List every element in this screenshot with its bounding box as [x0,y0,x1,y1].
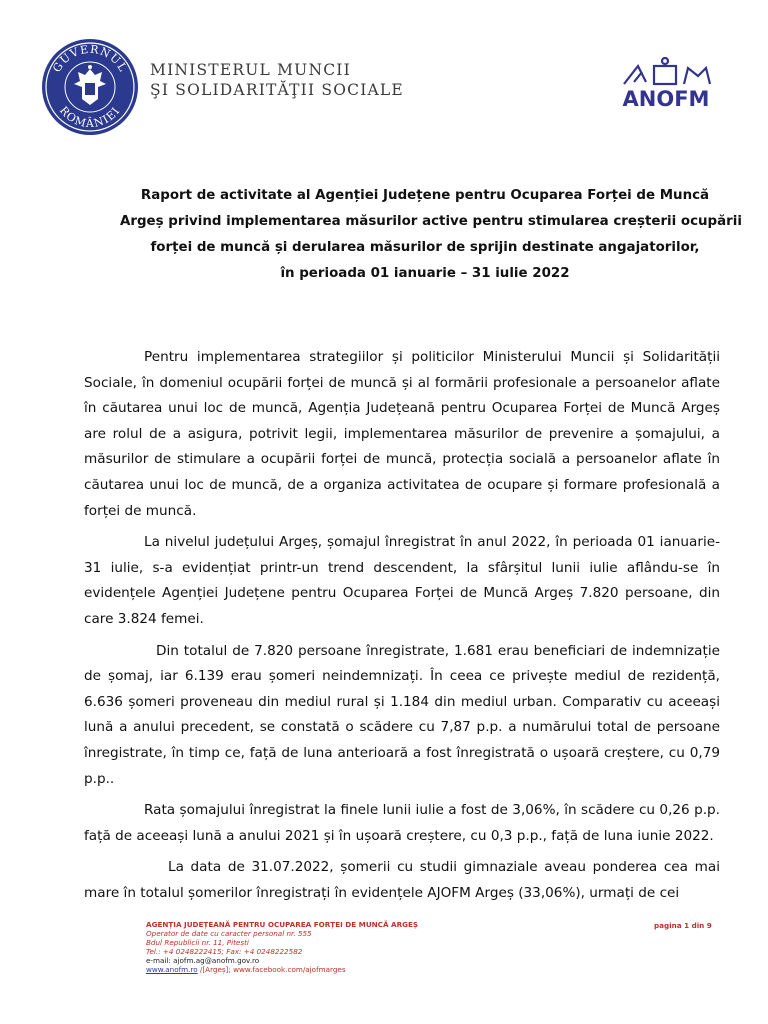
paragraph-5: La data de 31.07.2022, șomerii cu studii gimnaziale aveau ponderea cea mai mare în totalul șomerilor înregistrați în evidențele AJOFM Argeș (33,06%), urmați de cei [84,859,720,901]
title-line-1: Raport de activitate al Agenției Județene pentru Ocuparea Forței de Muncă [140,188,710,203]
svg-text:GUVERNUL: GUVERNUL [50,42,130,75]
ministry-line-2: ŞI SOLIDARITĂŢII SOCIALE [150,81,404,99]
title-line-2: Argeș privind implementarea măsurilor active pentru stimularea creșterii ocupării [120,214,742,229]
government-seal-icon [40,37,140,137]
paragraph-4: Rata șomajului înregistrat la finele lunii iulie a fost de 3,06%, în scădere cu 0,26 p.p. față de aceeași lună a anului 2021 și în ușoară creștere, cu 0,3 p.p., față de luna iunie 2022. [84,802,720,844]
footer-links-rest: /[Argeș]; www.facebook.com/ajofmarges [197,965,346,975]
ministry-line-1: MINISTERUL MUNCII [150,61,351,79]
footer-org: AGENȚIA JUDEȚEANĂ PENTRU OCUPAREA FORȚEI DE MUNCĂ ARGEȘ [146,920,419,929]
report-title [120,183,742,287]
footer-phone: Tel.: +4 0248222415; Fax: +4 0248222582 [146,947,303,957]
anofm-logo-icon [602,52,730,110]
footer-address: Bdul Republicii nr. 11, Pitești [146,938,249,948]
footer-email-line [146,956,746,965]
footer-email-label: e-mail: [146,956,174,966]
report-body [84,345,720,912]
footer-links [146,965,746,974]
svg-text:ANOFM: ANOFM [622,87,710,110]
paragraph-1: Pentru implementarea strategiilor și politicilor Ministerului Muncii și Solidarității Sociale, în domeniul ocupării forței de muncă și al formării profesionale a persoanelor aflate în căutarea unui loc de muncă, Agenția Județeană pentru Ocuparea Forței de Muncă Argeș are rolul de a asigura, potrivit legii, implementarea măsurilor de prevenire a șomajului, a măsurilor de stimulare a ocupării forței de muncă, protecția socială a persoanelor aflate în căutarea unui loc de muncă, de a organiza activitatea de ocupare și formare profesională a forței de muncă. [84,349,720,519]
footer-email[interactable]: ajofm.ag@anofm.gov.ro [173,956,260,966]
title-line-4: în perioada 01 ianuarie – 31 iulie 2022 [280,266,570,281]
footer-operator: Operator de date cu caracter personal nr. 555 [146,929,312,939]
svg-text:ROMÂNIEI: ROMÂNIEI [56,103,123,131]
paragraph-3: Din totalul de 7.820 persoane înregistrate, 1.681 erau beneficiari de indemnizație de șomaj, iar 6.139 erau șomeri neindemnizați. În ceea ce privește mediul de rezidență, 6.636 șomeri proveneau din mediul rural și 1.184 din mediul urban. Comparativ cu aceeași lună a anului precedent, se constată o scădere cu 7,87 p.p. a numărului total de persoane înregistrate, în timp ce, față de luna anterioară a fost înregistrată o ușoară creștere, cu 0,79 p.p.. [84,642,720,787]
ministry-name [150,60,404,100]
page-number: pagina 1 din 9 [654,921,712,930]
title-line-3: forței de muncă și derularea măsurilor de sprijin destinate angajatorilor, [150,240,700,255]
footer-website-link[interactable]: www.anofm.ro [146,965,198,975]
paragraph-2: La nivelul județului Argeș, șomajul înregistrat în anul 2022, în perioada 01 ianuarie-31 iulie, s-a evidențiat printr-un trend descendent, la sfârșitul lunii iulie aflându-se în evidențele Agenției Județene pentru Ocuparea Forței de Muncă Argeș 7.820 persoane, din care 3.824 femei. [84,534,720,627]
